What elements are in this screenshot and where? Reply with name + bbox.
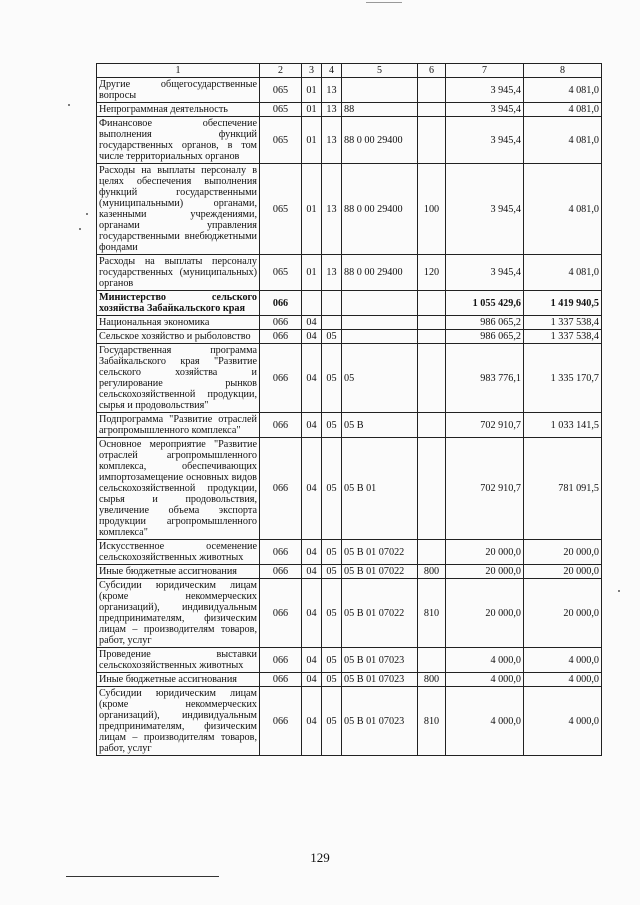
table-row: [97, 291, 602, 316]
amount-year1-cell: 702 910,7: [446, 438, 524, 540]
amount-year2-cell: 1 419 940,5: [524, 291, 602, 316]
amount-year1-cell: 20 000,0: [446, 579, 524, 648]
amount-year1-cell: 4 000,0: [446, 648, 524, 673]
amount-year2-cell: 20 000,0: [524, 565, 602, 579]
amount-year1-cell: 1 055 429,6: [446, 291, 524, 316]
subsection-code-cell: 13: [322, 78, 342, 103]
expense-type-cell: 120: [418, 255, 446, 291]
subsection-code-cell: 05: [322, 438, 342, 540]
amount-year2-cell: 4 000,0: [524, 648, 602, 673]
header-cell: 2: [260, 64, 302, 78]
amount-year2-cell: 4 000,0: [524, 673, 602, 687]
target-article-cell: 05 В 01 07023: [342, 648, 418, 673]
header-cell: 5: [342, 64, 418, 78]
row-name-cell: Финансовое обеспечение выполнения функций государственных органов, в том числе территориальных органов: [97, 117, 260, 164]
target-article-cell: 88 0 00 29400: [342, 164, 418, 255]
ministry-code-cell: 065: [260, 78, 302, 103]
expense-type-cell: [418, 316, 446, 330]
amount-year1-cell: 983 776,1: [446, 344, 524, 413]
section-code-cell: 01: [302, 117, 322, 164]
ministry-code-cell: 066: [260, 687, 302, 756]
section-code-cell: 01: [302, 164, 322, 255]
ministry-code-cell: 066: [260, 648, 302, 673]
expense-type-cell: 810: [418, 579, 446, 648]
ministry-code-cell: 066: [260, 565, 302, 579]
ministry-code-cell: 066: [260, 291, 302, 316]
table-row: [97, 438, 602, 540]
amount-year2-cell: 4 081,0: [524, 78, 602, 103]
scan-speck: [79, 228, 81, 230]
subsection-code-cell: 13: [322, 103, 342, 117]
target-article-cell: 05 В 01 07023: [342, 673, 418, 687]
ministry-code-cell: 066: [260, 579, 302, 648]
scan-mark: [366, 2, 402, 3]
target-article-cell: [342, 330, 418, 344]
section-code-cell: 01: [302, 255, 322, 291]
expense-type-cell: 800: [418, 565, 446, 579]
ministry-code-cell: 065: [260, 103, 302, 117]
header-cell: 7: [446, 64, 524, 78]
expense-type-cell: [418, 291, 446, 316]
amount-year2-cell: 4 081,0: [524, 103, 602, 117]
expense-type-cell: [418, 78, 446, 103]
expense-type-cell: [418, 540, 446, 565]
table-row: [97, 413, 602, 438]
target-article-cell: [342, 78, 418, 103]
ministry-code-cell: 065: [260, 117, 302, 164]
subsection-code-cell: 05: [322, 673, 342, 687]
target-article-cell: [342, 291, 418, 316]
ministry-code-cell: 066: [260, 316, 302, 330]
amount-year1-cell: 702 910,7: [446, 413, 524, 438]
row-name-cell: Иные бюджетные ассигнования: [97, 673, 260, 687]
table-row: [97, 673, 602, 687]
amount-year2-cell: 1 335 170,7: [524, 344, 602, 413]
section-code-cell: 04: [302, 648, 322, 673]
row-name-cell: Искусственное осеменение сельскохозяйственных животных: [97, 540, 260, 565]
row-name-cell: Субсидии юридическим лицам (кроме некоммерческих организаций), индивидуальным предпринимателям, физическим лицам – производителям товаров, работ, услуг: [97, 579, 260, 648]
scan-speck: [86, 213, 88, 215]
amount-year1-cell: 4 000,0: [446, 687, 524, 756]
table-row: [97, 579, 602, 648]
footer-rule: [66, 876, 219, 877]
section-code-cell: 04: [302, 565, 322, 579]
header-cell: 1: [97, 64, 260, 78]
target-article-cell: 05 В 01 07022: [342, 565, 418, 579]
row-name-cell: Сельское хозяйство и рыболовство: [97, 330, 260, 344]
amount-year1-cell: 20 000,0: [446, 540, 524, 565]
expense-type-cell: [418, 103, 446, 117]
header-cell: 6: [418, 64, 446, 78]
target-article-cell: 05 В 01: [342, 438, 418, 540]
target-article-cell: 88 0 00 29400: [342, 255, 418, 291]
row-name-cell: Субсидии юридическим лицам (кроме некоммерческих организаций), индивидуальным предпринимателям, физическим лицам – производителям товаров, работ, услуг: [97, 687, 260, 756]
subsection-code-cell: 05: [322, 330, 342, 344]
ministry-code-cell: 065: [260, 255, 302, 291]
subsection-code-cell: 05: [322, 687, 342, 756]
subsection-code-cell: [322, 291, 342, 316]
target-article-cell: 05 В: [342, 413, 418, 438]
expense-type-cell: [418, 117, 446, 164]
section-code-cell: 04: [302, 438, 322, 540]
amount-year2-cell: 4 081,0: [524, 117, 602, 164]
subsection-code-cell: 05: [322, 648, 342, 673]
scan-speck: [68, 104, 70, 106]
subsection-code-cell: 13: [322, 255, 342, 291]
ministry-code-cell: 066: [260, 673, 302, 687]
section-code-cell: 01: [302, 78, 322, 103]
page-number: 129: [310, 850, 330, 865]
amount-year1-cell: 3 945,4: [446, 117, 524, 164]
section-code-cell: 01: [302, 103, 322, 117]
row-name-cell: Национальная экономика: [97, 316, 260, 330]
section-code-cell: 04: [302, 344, 322, 413]
amount-year2-cell: 1 337 538,4: [524, 330, 602, 344]
target-article-cell: [342, 316, 418, 330]
target-article-cell: 05: [342, 344, 418, 413]
target-article-cell: 05 В 01 07022: [342, 579, 418, 648]
expense-type-cell: 800: [418, 673, 446, 687]
table-row: [97, 164, 602, 255]
target-article-cell: 05 В 01 07022: [342, 540, 418, 565]
subsection-code-cell: 05: [322, 565, 342, 579]
amount-year1-cell: 986 065,2: [446, 316, 524, 330]
row-name-cell: Расходы на выплаты персоналу в целях обеспечения выполнения функций государственными (муниципальными) органами, казенными учреждениями, органами управления государственными внебюджетными фондами: [97, 164, 260, 255]
ministry-code-cell: 065: [260, 164, 302, 255]
expense-type-cell: [418, 438, 446, 540]
row-name-cell: Государственная программа Забайкальского края "Развитие сельского хозяйства и регулирование рынков сельскохозяйственной продукции, сырья и продовольствия": [97, 344, 260, 413]
amount-year1-cell: 3 945,4: [446, 78, 524, 103]
table-row: [97, 255, 602, 291]
budget-table: [96, 63, 602, 756]
expense-type-cell: 100: [418, 164, 446, 255]
expense-type-cell: 810: [418, 687, 446, 756]
amount-year2-cell: 781 091,5: [524, 438, 602, 540]
amount-year2-cell: 4 081,0: [524, 255, 602, 291]
section-code-cell: 04: [302, 330, 322, 344]
row-name-cell: Иные бюджетные ассигнования: [97, 565, 260, 579]
expense-type-cell: [418, 648, 446, 673]
row-name-cell: Непрограммная деятельность: [97, 103, 260, 117]
amount-year2-cell: 4 000,0: [524, 687, 602, 756]
table-row: [97, 648, 602, 673]
subsection-code-cell: [322, 316, 342, 330]
section-code-cell: [302, 291, 322, 316]
ministry-code-cell: 066: [260, 540, 302, 565]
row-name-cell: Расходы на выплаты персоналу государственных (муниципальных) органов: [97, 255, 260, 291]
subsection-code-cell: 05: [322, 579, 342, 648]
amount-year2-cell: 20 000,0: [524, 579, 602, 648]
subsection-code-cell: 05: [322, 344, 342, 413]
section-code-cell: 04: [302, 540, 322, 565]
target-article-cell: 88: [342, 103, 418, 117]
row-name-cell: Министерство сельского хозяйства Забайкальского края: [97, 291, 260, 316]
expense-type-cell: [418, 330, 446, 344]
table-row: [97, 78, 602, 103]
table-row: [97, 330, 602, 344]
amount-year1-cell: 986 065,2: [446, 330, 524, 344]
amount-year2-cell: 1 033 141,5: [524, 413, 602, 438]
subsection-code-cell: 13: [322, 117, 342, 164]
ministry-code-cell: 066: [260, 344, 302, 413]
amount-year1-cell: 3 945,4: [446, 255, 524, 291]
table-row: [97, 316, 602, 330]
row-name-cell: Подпрограмма "Развитие отраслей агропромышленного комплекса": [97, 413, 260, 438]
expense-type-cell: [418, 413, 446, 438]
ministry-code-cell: 066: [260, 438, 302, 540]
section-code-cell: 04: [302, 673, 322, 687]
table-row: [97, 117, 602, 164]
header-cell: 4: [322, 64, 342, 78]
amount-year2-cell: 20 000,0: [524, 540, 602, 565]
ministry-code-cell: 066: [260, 413, 302, 438]
amount-year1-cell: 3 945,4: [446, 164, 524, 255]
amount-year2-cell: 1 337 538,4: [524, 316, 602, 330]
table-row: [97, 103, 602, 117]
subsection-code-cell: 13: [322, 164, 342, 255]
subsection-code-cell: 05: [322, 413, 342, 438]
table-row: [97, 540, 602, 565]
table-row: [97, 565, 602, 579]
scan-speck: [618, 590, 620, 592]
table-row: [97, 687, 602, 756]
subsection-code-cell: 05: [322, 540, 342, 565]
section-code-cell: 04: [302, 316, 322, 330]
row-name-cell: Основное мероприятие "Развитие отраслей агропромышленного комплекса, обеспечивающих импортозамещение основных видов сельскохозяйственной продукции, сырья и продовольствия, увеличение объема экспорта продукции агропромышленного комплекса": [97, 438, 260, 540]
amount-year2-cell: 4 081,0: [524, 164, 602, 255]
expense-type-cell: [418, 344, 446, 413]
row-name-cell: Проведение выставки сельскохозяйственных животных: [97, 648, 260, 673]
section-code-cell: 04: [302, 579, 322, 648]
ministry-code-cell: 066: [260, 330, 302, 344]
table-row: [97, 344, 602, 413]
header-cell: 8: [524, 64, 602, 78]
amount-year1-cell: 20 000,0: [446, 565, 524, 579]
amount-year1-cell: 4 000,0: [446, 673, 524, 687]
section-code-cell: 04: [302, 687, 322, 756]
amount-year1-cell: 3 945,4: [446, 103, 524, 117]
section-code-cell: 04: [302, 413, 322, 438]
header-cell: 3: [302, 64, 322, 78]
table-header-row: [97, 64, 602, 78]
target-article-cell: 88 0 00 29400: [342, 117, 418, 164]
target-article-cell: 05 В 01 07023: [342, 687, 418, 756]
row-name-cell: Другие общегосударственные вопросы: [97, 78, 260, 103]
